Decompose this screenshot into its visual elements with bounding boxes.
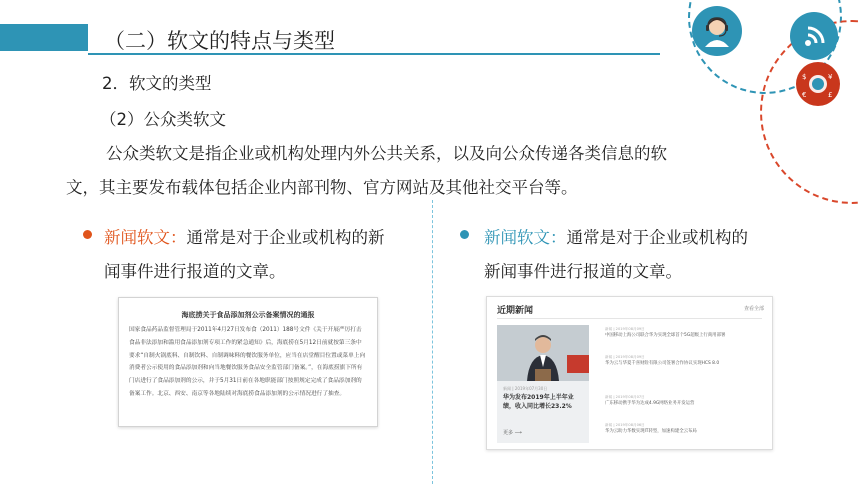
customer-service-agent-icon: [692, 6, 742, 56]
header-underline: [88, 53, 660, 55]
bullet-dot: [460, 230, 469, 239]
header-accent-bar: [0, 24, 88, 51]
slide-title: （二）软文的特点与类型: [104, 29, 335, 53]
news-item-text: 中国移动上海公司联合华为实现全球首个5G超级上行商用部署: [605, 333, 726, 338]
notice-body: 国家食品药品监督管理局于2011年4月27日发布食（2011）188号文件《关于开展严厉打击食品非法添加和滥用食品添加剂专项工作的紧急通知》后，海底捞在5月12日前就按第三条中要求“自制火锅底料、自制饮料、自制调味料的餐饮服务单位，应当在店堂醒目位置或菜单上向消费者公示使用的食品添加剂和向当地餐饮服务食品安全监管部门备案。”，在海底捞旗下所有门店进行了食品添加剂的公示，并于5月31日前在各地职能部门按照规定完成了食品添加剂的备案工作。北京、西安、南京等各地陆续对海底捞食品添加剂的公示情况进行了抽查。: [129, 327, 366, 397]
news-item-date: 新闻 | 2019年08月06日: [605, 423, 645, 427]
news-item-date: 新闻 | 2019年08月09日: [605, 355, 645, 359]
currency-exchange-icon: [796, 62, 840, 106]
svg-text:$: $: [802, 73, 807, 81]
news-item-date: 新闻 | 2019年08月07日: [605, 395, 645, 399]
bullet-dot: [83, 230, 92, 239]
right-bullet-text: 通常是对于企业或机构的: [566, 228, 748, 247]
left-bullet-text: 通常是对于企业或机构的新: [186, 228, 385, 247]
wireless-signal-icon: [790, 12, 838, 60]
news-feature-headline[interactable]: 华为发布2019年上半年业绩，收入同比增长23.2%: [503, 394, 574, 410]
news-feature-more-link[interactable]: [503, 429, 522, 436]
news-list-item[interactable]: [605, 423, 765, 435]
right-bullet-heading: 新闻软文：: [484, 228, 567, 247]
news-divider: [497, 318, 762, 319]
right-bullet-text-line-1: [484, 224, 748, 248]
news-list-item[interactable]: [605, 395, 765, 407]
arrow-right-icon: ⟶: [514, 430, 522, 436]
news-panel-image: [486, 296, 773, 450]
left-bullet-text-line-1: [104, 224, 385, 248]
right-bullet-text-line-2: 新闻事件进行报道的文章。: [484, 262, 682, 281]
news-item-text: 华为云助力华数实现IT转型，加速构建全云布局: [605, 429, 697, 434]
news-panel-title: 近期新闻: [497, 306, 534, 316]
paragraph-line-1: 公众类软文是指企业或机构处理内外公共关系，以及向公众传递各类信息的软: [106, 144, 667, 163]
news-feature-card[interactable]: [497, 325, 589, 443]
notice-document-image: [118, 297, 378, 427]
news-view-all-link[interactable]: 查看全部: [743, 306, 764, 312]
section-sub-heading: （2）公众类软文: [100, 110, 226, 129]
news-feature-date: 新闻 | 2019年07月30日: [503, 386, 548, 391]
news-item-text: 广东移动携手华为达成4.9G网络业务开发运营: [605, 401, 695, 406]
paragraph-line-2: 文，其主要发布载体包括企业内部刊物、官方网站及其他社交平台等。: [66, 178, 578, 197]
news-list-item[interactable]: [605, 355, 765, 367]
svg-text:£: £: [828, 91, 833, 99]
column-divider: [432, 200, 433, 484]
news-list-item[interactable]: [605, 327, 765, 339]
news-feature-photo: [497, 325, 589, 381]
svg-text:€: €: [802, 91, 807, 99]
news-feature-more-label: 更多: [503, 430, 514, 436]
left-bullet-text-line-2: 闻事件进行报道的文章。: [104, 262, 286, 281]
left-bullet-heading: 新闻软文：: [104, 228, 187, 247]
news-item-text: 华为云与华夏千喜财险有限公司签署合作协议实现HCS 8.0: [605, 361, 720, 366]
notice-title: 海底捞关于食品添加剂公示备案情况的通报: [181, 311, 315, 319]
news-item-date: 新闻 | 2019年08月09日: [605, 327, 645, 331]
svg-text:¥: ¥: [828, 73, 833, 81]
section-number-heading: 2．软文的类型: [102, 74, 212, 93]
